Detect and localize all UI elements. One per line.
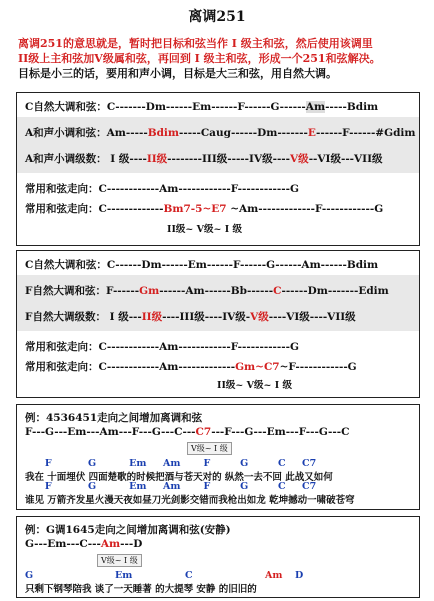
panel-c-major-a-harmonic: [16, 92, 420, 246]
degree-box: V级~ I 级: [97, 554, 142, 567]
page-title: 离调251: [188, 9, 246, 25]
chord-am: Am: [265, 570, 283, 581]
example-progression: F---G---Em---Am---F---G---C---C7---F---G---Em---F---G---C: [25, 426, 350, 438]
chord-em: Em: [115, 570, 133, 581]
lyric-line: 只剩下钢琴陪我 谈了一天睡著 的大提琴 安静 的旧旧的: [25, 584, 257, 595]
intro-text: [18, 36, 418, 81]
degree-annotation: II级~ V级~ I 级: [217, 380, 293, 391]
row-f-major-chords: F自然大调和弦：F------Gm------Am------Bb------C------Dm-------Edim: [25, 285, 389, 297]
degree-box: V级~ I 级: [187, 442, 232, 455]
row-f-major-degrees: F自然大调级数： I 级---II级----III级----IV级-V级----VI级----VII级: [25, 311, 356, 323]
lyric-line-2: 谁见 万箭齐发星火漫天夜如昼刀光剑影交错而我枪出如龙 乾坤撼动一啸破苍穹: [25, 495, 355, 506]
chord-d: D: [295, 570, 304, 581]
row-a-harmonic-degrees: A和声小调级数： I 级----II级--------III级-----IV级----V级--VI级---VII级: [25, 153, 383, 165]
intro-line-1: 离调251的意思就是，暂时把目标和弦当作 I 级主和弦，然后使用该调里: [18, 37, 373, 50]
panel-example-4536451: [16, 404, 420, 510]
example-progression: G---Em---C---Am---D: [25, 538, 143, 550]
example-heading: 例：4536451走向之间增加离调和弦: [25, 412, 203, 424]
row-c-major-chords: C自然大调和弦：C------Dm------Em------F------G------Am------Bdim: [25, 259, 379, 271]
row-common-progression-2: 常用和弦走向：C------------Am-------------Gm~C7~F------------G: [25, 361, 357, 373]
row-c-major-chords: C自然大调和弦：C-------Dm------Em------F------G------Am-----Bdim: [25, 101, 379, 113]
panel-c-major-f-major: [16, 250, 420, 398]
row-common-progression-1: 常用和弦走向：C------------Am------------F------------G: [25, 183, 299, 195]
row-a-harmonic-chords: A和声小调和弦：Am-----Bdim-----Caug------Dm-------E------F------#Gdim: [25, 127, 416, 139]
example-heading: 例：G调1645走向之间增加离调和弦(安静): [25, 524, 231, 536]
chord-g: G: [25, 570, 34, 581]
chord-line-1: F G Em Am F G C C7: [25, 458, 317, 469]
chord-c: C: [185, 570, 193, 581]
lyric-line-1: 我在 十面埋伏 四面楚歌的时候把酒与苍天对的 纵然一去不回 此战又如何: [25, 472, 333, 483]
row-common-progression-1: 常用和弦走向：C------------Am------------F------------G: [25, 341, 299, 353]
intro-line-3: 目标是小三的话，要用和声小调，目标是大三和弦，用自然大调。: [18, 67, 337, 80]
intro-line-2: II级上主和弦加V级属和弦，再回到 I 级主和弦，形成一个251和弦解决。: [18, 52, 381, 65]
row-common-progression-2: 常用和弦走向：C-------------Bm7-5~E7 ~Am-------------F------------G: [25, 203, 384, 215]
panel-example-g-1645: [16, 516, 420, 598]
degree-annotation: II级~ V级~ I 级: [167, 224, 243, 235]
chord-line-2: F G Em Am F G C C7: [25, 481, 317, 492]
